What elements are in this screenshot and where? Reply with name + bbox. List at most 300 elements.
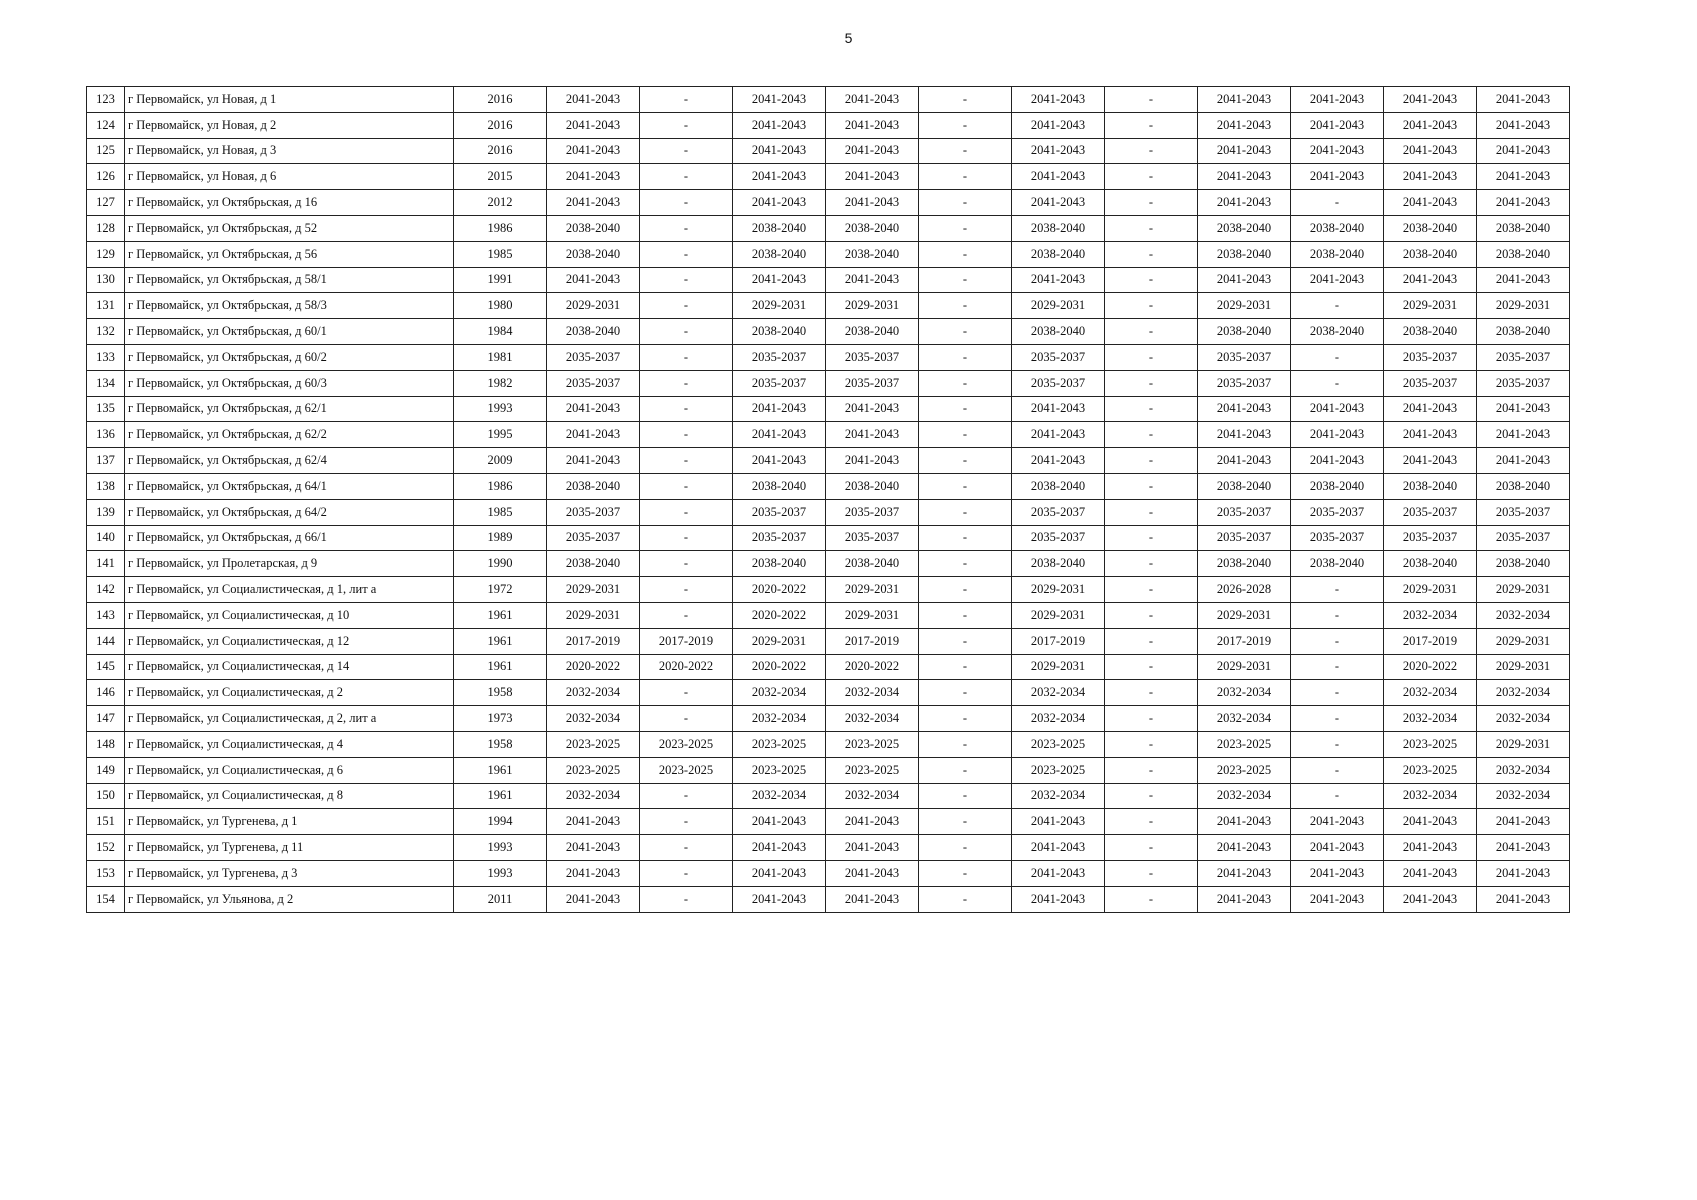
period-cell: 2029-2031 bbox=[1477, 628, 1570, 654]
period-cell: 2032-2034 bbox=[1477, 783, 1570, 809]
period-cell: 2035-2037 bbox=[1012, 499, 1105, 525]
period-cell: 2029-2031 bbox=[1012, 577, 1105, 603]
period-cell: 2023-2025 bbox=[547, 731, 640, 757]
period-cell: 2038-2040 bbox=[826, 473, 919, 499]
period-cell: - bbox=[640, 680, 733, 706]
year-built-cell: 1958 bbox=[454, 680, 547, 706]
period-cell: 2032-2034 bbox=[1198, 680, 1291, 706]
period-cell: 2041-2043 bbox=[826, 448, 919, 474]
row-number-cell: 150 bbox=[87, 783, 125, 809]
year-built-cell: 1980 bbox=[454, 293, 547, 319]
period-cell: 2029-2031 bbox=[1477, 731, 1570, 757]
period-cell: 2041-2043 bbox=[1291, 809, 1384, 835]
address-cell: г Первомайск, ул Октябрьская, д 62/4 bbox=[125, 448, 454, 474]
period-cell: 2026-2028 bbox=[1198, 577, 1291, 603]
period-cell: 2032-2034 bbox=[1477, 757, 1570, 783]
period-cell: 2041-2043 bbox=[1384, 809, 1477, 835]
period-cell: - bbox=[640, 783, 733, 809]
period-cell: - bbox=[1105, 164, 1198, 190]
address-cell: г Первомайск, ул Социалистическая, д 12 bbox=[125, 628, 454, 654]
table-row bbox=[87, 551, 1570, 577]
period-cell: 2032-2034 bbox=[1198, 783, 1291, 809]
period-cell: 2038-2040 bbox=[1012, 551, 1105, 577]
period-cell: 2035-2037 bbox=[1012, 344, 1105, 370]
period-cell: 2038-2040 bbox=[1477, 473, 1570, 499]
table-row bbox=[87, 344, 1570, 370]
row-number-cell: 141 bbox=[87, 551, 125, 577]
period-cell: 2035-2037 bbox=[1477, 499, 1570, 525]
period-cell: - bbox=[919, 602, 1012, 628]
period-cell: 2041-2043 bbox=[1198, 87, 1291, 113]
period-cell: 2035-2037 bbox=[1198, 499, 1291, 525]
period-cell: 2038-2040 bbox=[1198, 319, 1291, 345]
period-cell: - bbox=[1291, 628, 1384, 654]
period-cell: - bbox=[919, 499, 1012, 525]
period-cell: - bbox=[1105, 680, 1198, 706]
period-cell: - bbox=[919, 448, 1012, 474]
year-built-cell: 1985 bbox=[454, 499, 547, 525]
period-cell: - bbox=[919, 396, 1012, 422]
period-cell: 2035-2037 bbox=[1477, 370, 1570, 396]
period-cell: - bbox=[1291, 370, 1384, 396]
period-cell: 2032-2034 bbox=[1384, 783, 1477, 809]
period-cell: 2038-2040 bbox=[1198, 551, 1291, 577]
period-cell: 2032-2034 bbox=[826, 680, 919, 706]
period-cell: - bbox=[1105, 319, 1198, 345]
period-cell: 2029-2031 bbox=[1384, 293, 1477, 319]
period-cell: 2035-2037 bbox=[1198, 370, 1291, 396]
period-cell: 2041-2043 bbox=[733, 860, 826, 886]
period-cell: 2041-2043 bbox=[1384, 138, 1477, 164]
period-cell: 2041-2043 bbox=[1477, 87, 1570, 113]
period-cell: 2038-2040 bbox=[1291, 319, 1384, 345]
period-cell: 2020-2022 bbox=[547, 654, 640, 680]
period-cell: 2032-2034 bbox=[547, 706, 640, 732]
period-cell: 2041-2043 bbox=[1291, 886, 1384, 912]
period-cell: - bbox=[640, 319, 733, 345]
year-built-cell: 2015 bbox=[454, 164, 547, 190]
period-cell: 2035-2037 bbox=[826, 499, 919, 525]
period-cell: 2041-2043 bbox=[547, 422, 640, 448]
table-row bbox=[87, 448, 1570, 474]
address-cell: г Первомайск, ул Новая, д 1 bbox=[125, 87, 454, 113]
period-cell: 2035-2037 bbox=[733, 525, 826, 551]
period-cell: 2038-2040 bbox=[1198, 215, 1291, 241]
period-cell: 2041-2043 bbox=[733, 396, 826, 422]
period-cell: - bbox=[1291, 577, 1384, 603]
period-cell: 2038-2040 bbox=[826, 551, 919, 577]
period-cell: - bbox=[1291, 706, 1384, 732]
period-cell: 2038-2040 bbox=[547, 473, 640, 499]
address-cell: г Первомайск, ул Октябрьская, д 58/3 bbox=[125, 293, 454, 319]
period-cell: 2029-2031 bbox=[1198, 654, 1291, 680]
period-cell: - bbox=[919, 190, 1012, 216]
period-cell: 2041-2043 bbox=[547, 87, 640, 113]
period-cell: - bbox=[919, 654, 1012, 680]
period-cell: 2041-2043 bbox=[826, 267, 919, 293]
period-cell: 2023-2025 bbox=[733, 731, 826, 757]
period-cell: - bbox=[1105, 112, 1198, 138]
year-built-cell: 1981 bbox=[454, 344, 547, 370]
period-cell: 2041-2043 bbox=[1012, 809, 1105, 835]
table-row bbox=[87, 706, 1570, 732]
period-cell: 2035-2037 bbox=[547, 370, 640, 396]
year-built-cell: 1972 bbox=[454, 577, 547, 603]
period-cell: 2035-2037 bbox=[1384, 525, 1477, 551]
period-cell: 2041-2043 bbox=[547, 835, 640, 861]
row-number-cell: 151 bbox=[87, 809, 125, 835]
year-built-cell: 1993 bbox=[454, 860, 547, 886]
period-cell: 2041-2043 bbox=[547, 448, 640, 474]
period-cell: 2041-2043 bbox=[1384, 422, 1477, 448]
table-row bbox=[87, 396, 1570, 422]
period-cell: - bbox=[919, 241, 1012, 267]
period-cell: 2029-2031 bbox=[1012, 602, 1105, 628]
period-cell: - bbox=[1105, 886, 1198, 912]
address-cell: г Первомайск, ул Социалистическая, д 6 bbox=[125, 757, 454, 783]
address-cell: г Первомайск, ул Социалистическая, д 2, лит а bbox=[125, 706, 454, 732]
table-row bbox=[87, 809, 1570, 835]
period-cell: 2023-2025 bbox=[1384, 757, 1477, 783]
year-built-cell: 1961 bbox=[454, 783, 547, 809]
period-cell: - bbox=[640, 267, 733, 293]
period-cell: 2032-2034 bbox=[547, 680, 640, 706]
period-cell: - bbox=[640, 112, 733, 138]
period-cell: 2032-2034 bbox=[733, 783, 826, 809]
period-cell: - bbox=[640, 835, 733, 861]
period-cell: 2035-2037 bbox=[733, 344, 826, 370]
table-row bbox=[87, 422, 1570, 448]
period-cell: 2032-2034 bbox=[826, 706, 919, 732]
period-cell: 2020-2022 bbox=[1384, 654, 1477, 680]
period-cell: 2032-2034 bbox=[547, 783, 640, 809]
period-cell: 2035-2037 bbox=[1291, 525, 1384, 551]
period-cell: 2041-2043 bbox=[1198, 112, 1291, 138]
period-cell: 2038-2040 bbox=[1012, 319, 1105, 345]
row-number-cell: 132 bbox=[87, 319, 125, 345]
period-cell: 2038-2040 bbox=[1384, 551, 1477, 577]
address-cell: г Первомайск, ул Социалистическая, д 2 bbox=[125, 680, 454, 706]
period-cell: 2035-2037 bbox=[1477, 344, 1570, 370]
period-cell: 2017-2019 bbox=[547, 628, 640, 654]
period-cell: 2029-2031 bbox=[826, 602, 919, 628]
table-row bbox=[87, 87, 1570, 113]
period-cell: 2038-2040 bbox=[1477, 551, 1570, 577]
period-cell: - bbox=[1105, 499, 1198, 525]
period-cell: 2041-2043 bbox=[1291, 448, 1384, 474]
period-cell: 2041-2043 bbox=[1291, 138, 1384, 164]
period-cell: - bbox=[919, 267, 1012, 293]
period-cell: 2041-2043 bbox=[733, 809, 826, 835]
period-cell: - bbox=[1105, 602, 1198, 628]
period-cell: 2041-2043 bbox=[826, 190, 919, 216]
period-cell: 2035-2037 bbox=[1477, 525, 1570, 551]
period-cell: 2041-2043 bbox=[826, 164, 919, 190]
year-built-cell: 1989 bbox=[454, 525, 547, 551]
row-number-cell: 145 bbox=[87, 654, 125, 680]
period-cell: - bbox=[1105, 835, 1198, 861]
row-number-cell: 129 bbox=[87, 241, 125, 267]
address-cell: г Первомайск, ул Октябрьская, д 56 bbox=[125, 241, 454, 267]
table-row bbox=[87, 215, 1570, 241]
period-cell: 2041-2043 bbox=[547, 396, 640, 422]
period-cell: 2038-2040 bbox=[547, 215, 640, 241]
period-cell: 2041-2043 bbox=[547, 138, 640, 164]
period-cell: - bbox=[919, 138, 1012, 164]
year-built-cell: 2016 bbox=[454, 87, 547, 113]
table-row bbox=[87, 680, 1570, 706]
period-cell: 2029-2031 bbox=[826, 293, 919, 319]
period-cell: - bbox=[640, 860, 733, 886]
period-cell: 2041-2043 bbox=[733, 87, 826, 113]
period-cell: 2035-2037 bbox=[547, 525, 640, 551]
period-cell: 2032-2034 bbox=[1384, 706, 1477, 732]
year-built-cell: 1982 bbox=[454, 370, 547, 396]
table-row bbox=[87, 886, 1570, 912]
table-row bbox=[87, 499, 1570, 525]
row-number-cell: 136 bbox=[87, 422, 125, 448]
period-cell: 2041-2043 bbox=[547, 112, 640, 138]
period-cell: - bbox=[1105, 757, 1198, 783]
period-cell: - bbox=[640, 422, 733, 448]
table-row bbox=[87, 164, 1570, 190]
period-cell: - bbox=[1291, 293, 1384, 319]
period-cell: 2038-2040 bbox=[1477, 241, 1570, 267]
period-cell: 2023-2025 bbox=[826, 731, 919, 757]
period-cell: 2041-2043 bbox=[733, 190, 826, 216]
period-cell: 2041-2043 bbox=[1198, 422, 1291, 448]
year-built-cell: 1961 bbox=[454, 654, 547, 680]
table-row bbox=[87, 319, 1570, 345]
address-cell: г Первомайск, ул Октябрьская, д 62/1 bbox=[125, 396, 454, 422]
period-cell: - bbox=[919, 577, 1012, 603]
period-cell: - bbox=[1105, 293, 1198, 319]
period-cell: - bbox=[1105, 422, 1198, 448]
period-cell: 2029-2031 bbox=[1198, 293, 1291, 319]
period-cell: 2041-2043 bbox=[1477, 267, 1570, 293]
period-cell: - bbox=[919, 293, 1012, 319]
row-number-cell: 134 bbox=[87, 370, 125, 396]
period-cell: 2041-2043 bbox=[1012, 87, 1105, 113]
table-row bbox=[87, 525, 1570, 551]
table-row bbox=[87, 757, 1570, 783]
row-number-cell: 123 bbox=[87, 87, 125, 113]
period-cell: 2041-2043 bbox=[826, 112, 919, 138]
period-cell: 2041-2043 bbox=[1012, 396, 1105, 422]
period-cell: - bbox=[919, 886, 1012, 912]
period-cell: 2041-2043 bbox=[547, 267, 640, 293]
address-cell: г Первомайск, ул Ульянова, д 2 bbox=[125, 886, 454, 912]
year-built-cell: 1958 bbox=[454, 731, 547, 757]
period-cell: 2029-2031 bbox=[826, 577, 919, 603]
year-built-cell: 1994 bbox=[454, 809, 547, 835]
address-cell: г Первомайск, ул Тургенева, д 3 bbox=[125, 860, 454, 886]
row-number-cell: 142 bbox=[87, 577, 125, 603]
period-cell: 2041-2043 bbox=[826, 860, 919, 886]
period-cell: 2038-2040 bbox=[733, 241, 826, 267]
year-built-cell: 1973 bbox=[454, 706, 547, 732]
period-cell: - bbox=[1291, 190, 1384, 216]
period-cell: 2041-2043 bbox=[826, 87, 919, 113]
period-cell: 2020-2022 bbox=[826, 654, 919, 680]
period-cell: 2041-2043 bbox=[1477, 886, 1570, 912]
period-cell: 2038-2040 bbox=[1477, 215, 1570, 241]
period-cell: 2023-2025 bbox=[1012, 757, 1105, 783]
period-cell: 2041-2043 bbox=[826, 396, 919, 422]
row-number-cell: 126 bbox=[87, 164, 125, 190]
period-cell: 2017-2019 bbox=[1012, 628, 1105, 654]
row-number-cell: 140 bbox=[87, 525, 125, 551]
table-row bbox=[87, 112, 1570, 138]
year-built-cell: 1961 bbox=[454, 602, 547, 628]
period-cell: - bbox=[1291, 680, 1384, 706]
row-number-cell: 127 bbox=[87, 190, 125, 216]
period-cell: - bbox=[919, 628, 1012, 654]
period-cell: 2038-2040 bbox=[1012, 473, 1105, 499]
period-cell: 2032-2034 bbox=[733, 706, 826, 732]
period-cell: - bbox=[1105, 344, 1198, 370]
period-cell: 2035-2037 bbox=[1198, 344, 1291, 370]
period-cell: 2041-2043 bbox=[1012, 448, 1105, 474]
period-cell: 2041-2043 bbox=[1384, 835, 1477, 861]
page-number: 5 bbox=[844, 30, 853, 46]
period-cell: 2029-2031 bbox=[1477, 654, 1570, 680]
period-cell: 2038-2040 bbox=[733, 551, 826, 577]
period-cell: 2041-2043 bbox=[1198, 809, 1291, 835]
period-cell: 2041-2043 bbox=[547, 809, 640, 835]
period-cell: 2041-2043 bbox=[547, 190, 640, 216]
period-cell: 2029-2031 bbox=[1012, 654, 1105, 680]
period-cell: - bbox=[1105, 525, 1198, 551]
period-cell: 2035-2037 bbox=[1012, 525, 1105, 551]
period-cell: - bbox=[1105, 577, 1198, 603]
period-cell: 2041-2043 bbox=[1198, 164, 1291, 190]
period-cell: 2038-2040 bbox=[1012, 241, 1105, 267]
repair-schedule-table bbox=[86, 86, 1570, 913]
period-cell: 2041-2043 bbox=[1012, 164, 1105, 190]
year-built-cell: 1990 bbox=[454, 551, 547, 577]
period-cell: 2035-2037 bbox=[733, 499, 826, 525]
period-cell: 2035-2037 bbox=[547, 499, 640, 525]
period-cell: 2023-2025 bbox=[1198, 757, 1291, 783]
period-cell: - bbox=[1105, 138, 1198, 164]
period-cell: 2038-2040 bbox=[1012, 215, 1105, 241]
period-cell: 2041-2043 bbox=[1291, 87, 1384, 113]
address-cell: г Первомайск, ул Октябрьская, д 62/2 bbox=[125, 422, 454, 448]
period-cell: - bbox=[1105, 473, 1198, 499]
period-cell: 2035-2037 bbox=[1291, 499, 1384, 525]
period-cell: - bbox=[919, 112, 1012, 138]
period-cell: 2041-2043 bbox=[1477, 396, 1570, 422]
period-cell: - bbox=[1291, 654, 1384, 680]
period-cell: - bbox=[640, 602, 733, 628]
year-built-cell: 1961 bbox=[454, 757, 547, 783]
table-row bbox=[87, 835, 1570, 861]
period-cell: 2041-2043 bbox=[1477, 835, 1570, 861]
row-number-cell: 153 bbox=[87, 860, 125, 886]
period-cell: 2041-2043 bbox=[733, 835, 826, 861]
period-cell: 2041-2043 bbox=[1012, 190, 1105, 216]
period-cell: 2029-2031 bbox=[733, 293, 826, 319]
address-cell: г Первомайск, ул Тургенева, д 1 bbox=[125, 809, 454, 835]
period-cell: - bbox=[640, 499, 733, 525]
period-cell: 2041-2043 bbox=[1198, 190, 1291, 216]
period-cell: - bbox=[640, 809, 733, 835]
period-cell: 2041-2043 bbox=[1198, 835, 1291, 861]
period-cell: - bbox=[919, 164, 1012, 190]
period-cell: - bbox=[640, 293, 733, 319]
period-cell: 2041-2043 bbox=[1384, 112, 1477, 138]
year-built-cell: 1961 bbox=[454, 628, 547, 654]
period-cell: 2041-2043 bbox=[733, 164, 826, 190]
period-cell: 2041-2043 bbox=[1384, 886, 1477, 912]
table-body bbox=[87, 87, 1570, 913]
period-cell: 2017-2019 bbox=[640, 628, 733, 654]
table-row bbox=[87, 190, 1570, 216]
period-cell: 2038-2040 bbox=[733, 319, 826, 345]
period-cell: 2032-2034 bbox=[1012, 706, 1105, 732]
period-cell: 2041-2043 bbox=[1012, 835, 1105, 861]
period-cell: - bbox=[640, 577, 733, 603]
period-cell: - bbox=[1105, 396, 1198, 422]
table-row bbox=[87, 577, 1570, 603]
address-cell: г Первомайск, ул Октябрьская, д 60/3 bbox=[125, 370, 454, 396]
period-cell: 2038-2040 bbox=[1198, 241, 1291, 267]
address-cell: г Первомайск, ул Октябрьская, д 58/1 bbox=[125, 267, 454, 293]
period-cell: 2032-2034 bbox=[1477, 680, 1570, 706]
period-cell: 2017-2019 bbox=[826, 628, 919, 654]
period-cell: 2038-2040 bbox=[1291, 551, 1384, 577]
period-cell: - bbox=[1105, 87, 1198, 113]
period-cell: 2023-2025 bbox=[1198, 731, 1291, 757]
address-cell: г Первомайск, ул Октябрьская, д 52 bbox=[125, 215, 454, 241]
period-cell: 2041-2043 bbox=[1477, 138, 1570, 164]
period-cell: 2041-2043 bbox=[1198, 448, 1291, 474]
period-cell: 2020-2022 bbox=[640, 654, 733, 680]
period-cell: 2041-2043 bbox=[1384, 396, 1477, 422]
period-cell: 2041-2043 bbox=[826, 138, 919, 164]
period-cell: 2038-2040 bbox=[826, 319, 919, 345]
address-cell: г Первомайск, ул Октябрьская, д 64/1 bbox=[125, 473, 454, 499]
period-cell: - bbox=[1105, 706, 1198, 732]
period-cell: 2032-2034 bbox=[1384, 602, 1477, 628]
table-row bbox=[87, 241, 1570, 267]
period-cell: 2035-2037 bbox=[1384, 499, 1477, 525]
period-cell: - bbox=[1291, 602, 1384, 628]
year-built-cell: 1986 bbox=[454, 473, 547, 499]
row-number-cell: 147 bbox=[87, 706, 125, 732]
period-cell: 2032-2034 bbox=[1384, 680, 1477, 706]
row-number-cell: 133 bbox=[87, 344, 125, 370]
period-cell: - bbox=[1291, 344, 1384, 370]
period-cell: - bbox=[919, 809, 1012, 835]
period-cell: 2041-2043 bbox=[1384, 448, 1477, 474]
period-cell: - bbox=[1105, 860, 1198, 886]
year-built-cell: 1986 bbox=[454, 215, 547, 241]
period-cell: 2032-2034 bbox=[1012, 783, 1105, 809]
period-cell: 2038-2040 bbox=[826, 241, 919, 267]
period-cell: - bbox=[1291, 731, 1384, 757]
period-cell: - bbox=[640, 164, 733, 190]
period-cell: - bbox=[919, 680, 1012, 706]
period-cell: 2035-2037 bbox=[1198, 525, 1291, 551]
period-cell: - bbox=[1105, 448, 1198, 474]
row-number-cell: 137 bbox=[87, 448, 125, 474]
period-cell: - bbox=[1291, 783, 1384, 809]
period-cell: 2041-2043 bbox=[1477, 809, 1570, 835]
period-cell: 2023-2025 bbox=[733, 757, 826, 783]
period-cell: - bbox=[640, 886, 733, 912]
